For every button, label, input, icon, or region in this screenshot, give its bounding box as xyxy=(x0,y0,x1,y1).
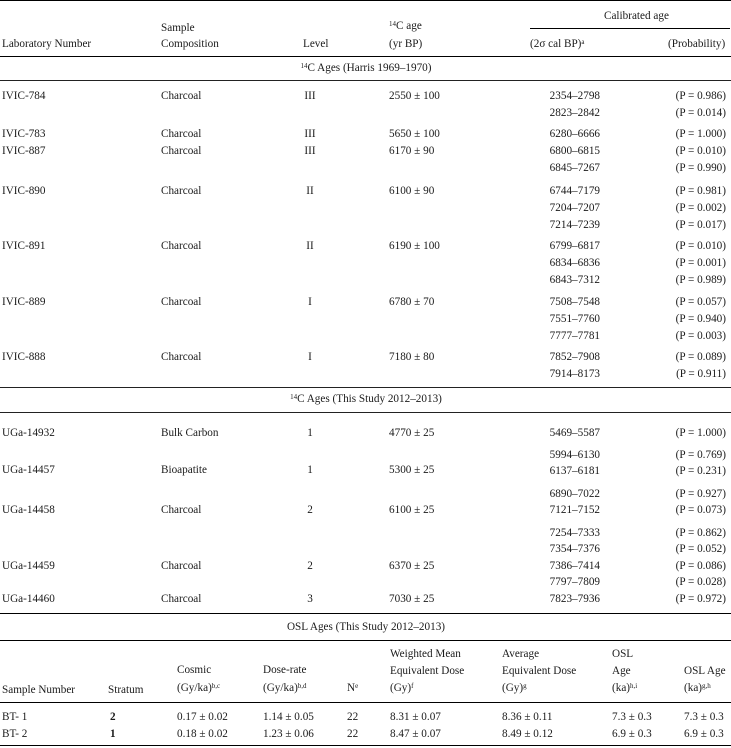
c14-age: 7180 ± 80 xyxy=(389,351,435,363)
level: 2 xyxy=(307,504,313,516)
sample-composition: Charcoal xyxy=(161,593,202,605)
level: II xyxy=(306,185,314,197)
osl-header-wmed-l3 xyxy=(390,682,413,695)
header-c14-sup: 14 xyxy=(389,20,396,28)
level: 3 xyxy=(307,593,313,605)
probability: (P = 1.000) xyxy=(675,128,726,140)
level: II xyxy=(306,240,314,252)
osl-age-1: 7.3 ± 0.3 xyxy=(612,711,652,723)
osl-header-n xyxy=(347,682,358,695)
level: III xyxy=(304,128,316,140)
section-study-sup: 14 xyxy=(290,393,298,401)
lab-number: IVIC-890 xyxy=(2,185,46,197)
osl-header-dose-sup: b,d xyxy=(297,682,307,690)
calibrated-range: 7777–7781 xyxy=(549,330,600,342)
calibrated-range: 6834–6836 xyxy=(549,257,600,269)
osl-header-wmed-l2: Equivalent Dose xyxy=(390,665,465,677)
osl-cosmic: 0.17 ± 0.02 xyxy=(177,711,228,723)
osl-age-2: 7.3 ± 0.3 xyxy=(684,711,724,723)
c14-age: 7030 ± 25 xyxy=(389,593,435,605)
osl-header-osl1-l2: Age xyxy=(612,665,631,677)
level: 1 xyxy=(307,427,313,439)
osl-average-dose: 8.36 ± 0.11 xyxy=(502,711,553,723)
osl-header-sample-number: Sample Number xyxy=(2,684,76,696)
calibrated-range: 7823–7936 xyxy=(549,593,600,605)
osl-weighted-mean-dose: 8.47 ± 0.07 xyxy=(390,728,441,740)
lab-number: UGa-14932 xyxy=(2,427,55,439)
section-study-rule xyxy=(0,412,731,413)
osl-header-osl2-l1: OSL Age xyxy=(684,665,726,677)
osl-header-osl1-l3 xyxy=(612,682,637,695)
lab-number: IVIC-783 xyxy=(2,128,46,140)
calibrated-range: 6800–6815 xyxy=(549,145,600,157)
calibrated-range: 6280–6666 xyxy=(549,128,600,140)
osl-n: 22 xyxy=(347,728,359,740)
calibrated-range: 7121–7152 xyxy=(549,504,600,516)
sample-composition: Charcoal xyxy=(161,351,202,363)
osl-header-aed-sup: g xyxy=(523,682,527,690)
lab-number: UGa-14457 xyxy=(2,464,55,476)
c14-age: 2550 ± 100 xyxy=(389,90,440,102)
osl-header-aed-l2: Equivalent Dose xyxy=(502,665,577,677)
c14-age: 5300 ± 25 xyxy=(389,464,435,476)
level: III xyxy=(304,145,316,157)
probability: (P = 0.927) xyxy=(675,488,726,500)
calibrated-range: 5994–6130 xyxy=(549,449,600,461)
osl-header-wmed-l1: Weighted Mean xyxy=(390,648,461,660)
calibrated-range: 7204–7207 xyxy=(549,202,600,214)
osl-header-aed-l3 xyxy=(502,682,527,695)
probability: (P = 0.972) xyxy=(675,593,726,605)
osl-header-rule xyxy=(0,702,731,703)
osl-header-aed-l1: Average xyxy=(502,648,540,660)
probability: (P = 0.086) xyxy=(675,560,726,572)
calibrated-range: 7852–7908 xyxy=(549,351,600,363)
level: III xyxy=(304,90,316,102)
sample-composition: Charcoal xyxy=(161,296,202,308)
header-cal-range-sup: a xyxy=(581,38,585,46)
osl-header-osl2-l2 xyxy=(684,682,711,695)
calibrated-range: 5469–5587 xyxy=(549,427,600,439)
level: 2 xyxy=(307,560,313,572)
header-sample-l1: Sample xyxy=(161,22,195,34)
c14-age: 6170 ± 90 xyxy=(389,145,435,157)
c14-age: 5650 ± 100 xyxy=(389,128,440,140)
probability: (P = 0.057) xyxy=(675,296,726,308)
header-lab-number: Laboratory Number xyxy=(2,38,92,50)
c14-age: 6190 ± 100 xyxy=(389,240,440,252)
header-calibrated-rule xyxy=(530,28,730,29)
osl-header-cosmic-sup: b,c xyxy=(211,682,221,690)
sample-composition: Charcoal xyxy=(161,145,202,157)
section-study-label: C Ages (This Study 2012–2013) xyxy=(297,393,442,405)
section-title-osl: OSL Ages (This Study 2012–2013) xyxy=(286,621,446,633)
calibrated-range: 7914–8173 xyxy=(549,368,600,380)
osl-header-cosmic-l2 xyxy=(177,682,220,695)
osl-header-dose-unit: (Gy/ka) xyxy=(263,682,298,694)
probability: (P = 0.010) xyxy=(675,145,726,157)
lab-number: UGa-14458 xyxy=(2,504,55,516)
header-c14-unit: (yr BP) xyxy=(389,38,423,50)
osl-age-1: 6.9 ± 0.3 xyxy=(612,728,652,740)
osl-header-osl2-sup: g,h xyxy=(702,682,711,690)
osl-age-2: 6.9 ± 0.3 xyxy=(684,728,724,740)
osl-header-stratum: Stratum xyxy=(108,684,144,696)
header-c14-label: C age xyxy=(396,20,422,32)
probability: (P = 0.990) xyxy=(675,162,726,174)
calibrated-range: 6890–7022 xyxy=(549,488,600,500)
sample-composition: Charcoal xyxy=(161,128,202,140)
probability: (P = 0.010) xyxy=(675,240,726,252)
calibrated-range: 2354–2798 xyxy=(549,90,600,102)
osl-title-rule xyxy=(0,640,731,641)
level: 1 xyxy=(307,464,313,476)
probability: (P = 0.862) xyxy=(675,527,726,539)
calibrated-range: 6744–7179 xyxy=(549,185,600,197)
header-cal-range xyxy=(530,38,585,51)
level: I xyxy=(308,296,312,308)
calibrated-range: 6845–7267 xyxy=(549,162,600,174)
c14-age: 6370 ± 25 xyxy=(389,560,435,572)
header-calibrated: Calibrated age xyxy=(604,10,669,22)
osl-header-dose-l2 xyxy=(263,682,307,695)
calibrated-range: 7551–7760 xyxy=(549,313,600,325)
osl-header-wmed-sup: f xyxy=(411,682,414,690)
probability: (P = 0.231) xyxy=(675,465,726,477)
probability: (P = 0.940) xyxy=(675,313,726,325)
header-c14-age xyxy=(389,20,422,33)
top-rule xyxy=(0,0,731,1)
sample-composition: Bulk Carbon xyxy=(161,427,219,439)
calibrated-range: 6137–6181 xyxy=(549,465,600,477)
section-harris-rule xyxy=(0,80,731,81)
lab-number: IVIC-889 xyxy=(2,296,46,308)
osl-header-aed-unit: (Gy) xyxy=(502,682,524,694)
probability: (P = 0.769) xyxy=(675,449,726,461)
calibrated-range: 7797–7809 xyxy=(549,576,600,588)
probability: (P = 0.001) xyxy=(675,257,726,269)
calibrated-range: 7254–7333 xyxy=(549,527,600,539)
osl-header-cosmic-l1: Cosmic xyxy=(177,664,212,676)
calibrated-range: 7214–7239 xyxy=(549,219,600,231)
calibrated-range: 6799–6817 xyxy=(549,240,600,252)
probability: (P = 0.052) xyxy=(675,543,726,555)
osl-header-n-label: N xyxy=(347,682,356,694)
lab-number: UGa-14459 xyxy=(2,560,55,572)
osl-header-dose-l1: Dose-rate xyxy=(263,664,307,676)
header-level: Level xyxy=(303,38,329,50)
calibrated-range: 7508–7548 xyxy=(549,296,600,308)
sample-composition: Charcoal xyxy=(161,504,202,516)
osl-cosmic: 0.18 ± 0.02 xyxy=(177,728,228,740)
c14-age: 6100 ± 90 xyxy=(389,185,435,197)
c14-age: 4770 ± 25 xyxy=(389,427,435,439)
calibrated-range: 6843–7312 xyxy=(549,274,600,286)
sample-composition: Charcoal xyxy=(161,240,202,252)
header-probability: (Probability) xyxy=(668,38,726,50)
osl-header-osl1-sup: h,i xyxy=(630,682,638,690)
lab-number: IVIC-891 xyxy=(2,240,46,252)
calibrated-range: 2823–2842 xyxy=(549,107,600,119)
osl-header-osl1-l1: OSL xyxy=(612,648,634,660)
osl-sample-number: BT- 1 xyxy=(2,711,28,723)
section-title-harris xyxy=(301,62,432,75)
sample-composition: Charcoal xyxy=(161,185,202,197)
level: I xyxy=(308,351,312,363)
lab-number: UGa-14460 xyxy=(2,593,55,605)
probability: (P = 0.911) xyxy=(676,368,726,380)
probability: (P = 0.989) xyxy=(675,274,726,286)
probability: (P = 0.017) xyxy=(675,219,726,231)
sample-composition: Charcoal xyxy=(161,90,202,102)
probability: (P = 0.073) xyxy=(675,504,726,516)
probability: (P = 0.028) xyxy=(675,576,726,588)
lab-number: IVIC-784 xyxy=(2,90,46,102)
header-rule xyxy=(0,56,731,57)
section-title-study xyxy=(290,393,442,406)
osl-stratum: 1 xyxy=(110,728,116,740)
osl-n: 22 xyxy=(347,711,359,723)
probability: (P = 0.003) xyxy=(675,330,726,342)
osl-weighted-mean-dose: 8.31 ± 0.07 xyxy=(390,711,441,723)
osl-average-dose: 8.49 ± 0.12 xyxy=(502,728,553,740)
header-sample-l2: Composition xyxy=(161,38,219,50)
lab-number: IVIC-887 xyxy=(2,145,46,157)
probability: (P = 0.981) xyxy=(675,185,726,197)
osl-dose-rate: 1.14 ± 0.05 xyxy=(263,711,314,723)
sample-composition: Bioapatite xyxy=(161,464,207,476)
section-harris-label: C Ages (Harris 1969–1970) xyxy=(307,62,432,74)
probability: (P = 0.002) xyxy=(675,202,726,214)
osl-header-n-sup: e xyxy=(355,682,359,690)
probability: (P = 0.986) xyxy=(675,90,726,102)
probability: (P = 0.089) xyxy=(675,351,726,363)
osl-sample-number: BT- 2 xyxy=(2,728,28,740)
probability: (P = 0.014) xyxy=(675,107,726,119)
header-cal-range-label: (2σ cal BP) xyxy=(530,38,582,50)
probability: (P = 1.000) xyxy=(675,427,726,439)
section-study-top-rule xyxy=(0,387,731,388)
c14-age: 6100 ± 25 xyxy=(389,504,435,516)
osl-header-wmed-unit: (Gy) xyxy=(390,682,412,694)
section-harris-sup: 14 xyxy=(300,62,308,70)
osl-top-rule xyxy=(0,613,731,614)
lab-number: IVIC-888 xyxy=(2,351,46,363)
calibrated-range: 7386–7414 xyxy=(549,560,600,572)
osl-header-osl2-unit: (ka) xyxy=(684,682,703,694)
sample-composition: Charcoal xyxy=(161,560,202,572)
calibrated-range: 7354–7376 xyxy=(549,543,600,555)
osl-header-cosmic-unit: (Gy/ka) xyxy=(177,682,212,694)
bottom-rule xyxy=(0,745,731,746)
c14-age: 6780 ± 70 xyxy=(389,296,435,308)
osl-stratum: 2 xyxy=(110,711,116,723)
osl-dose-rate: 1.23 ± 0.06 xyxy=(263,728,314,740)
osl-header-osl1-unit: (ka) xyxy=(612,682,631,694)
